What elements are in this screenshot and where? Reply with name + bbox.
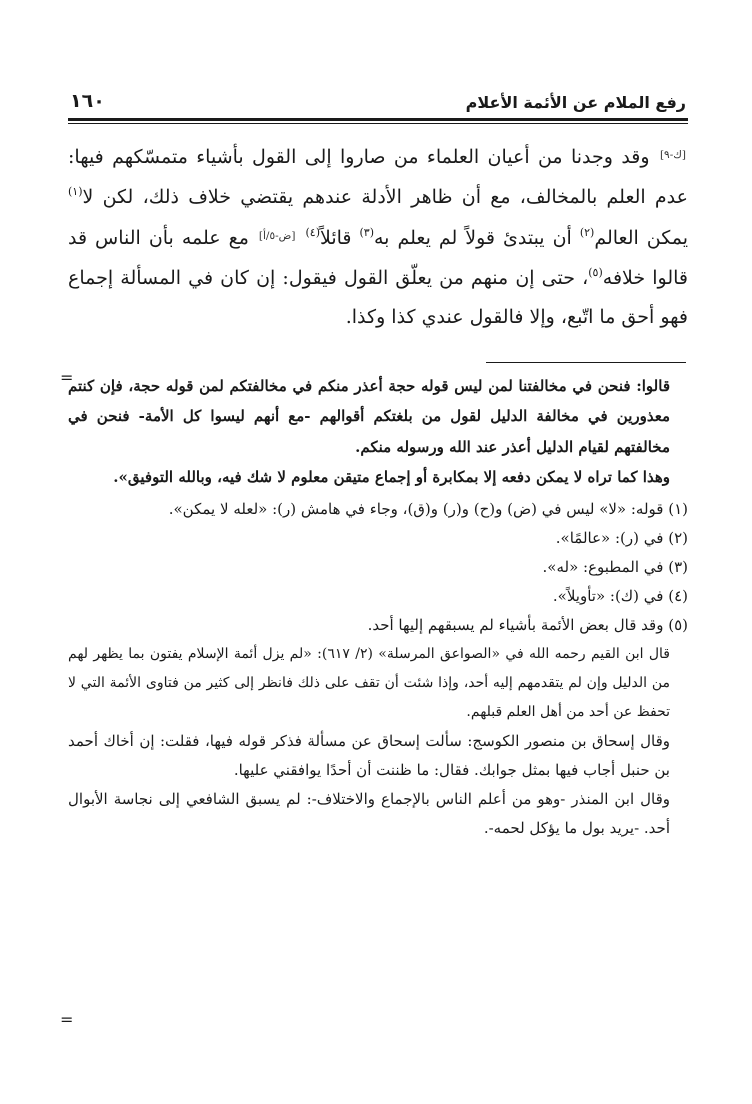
main-text-segment: أن يبتدئ قولاً لم يعلم به — [374, 227, 580, 249]
footnotes-separator — [486, 362, 686, 363]
footnote-3: (٣) في المطبوع: «له». — [542, 557, 688, 576]
footnote-4: (٤) في (ك): «تأويلاً». — [552, 586, 688, 605]
footnote-5-paragraph: قال ابن القيم رحمه الله في «الصواعق المرسلة» (٢/ ٦١٧): «لم يزل أئمة الإسلام يفتون بما يظهر لهم من الدليل وإن لم يتقدمهم إليه أحد، وإذا شئت أن تقف على ذلك فانظر إلى كثير من فتاوى الأئمة التي لا تحفظ عن أحد من أهل العلم قبلهم. — [68, 645, 670, 720]
footnote-5-paragraph: وقال ابن المنذر -وهو من أعلم الناس بالإجماع والاختلاف-: لم يسبق الشافعي إلى نجاسة الأبوال أحد. -يريد بول ما يؤكل لحمه-. — [68, 789, 670, 837]
main-text — [68, 136, 688, 338]
footnote-ref-2: (٢) — [579, 226, 595, 239]
footnote-ref-4: (٤) — [305, 226, 320, 239]
main-text-segment: ، حتى إن منهم من يعلّق القول فيقول: إن كان في المسألة إجماع فهو أحق ما اتّبع، وإلا فالقول عندي كذا وكذا. — [68, 266, 688, 328]
manuscript-marker: [ك-٩] — [659, 149, 686, 161]
continuation-paragraph: وهذا كما تراه لا يمكن دفعه إلا بمكابرة أو إجماع متيقن معلوم لا شك فيه، وبالله التوفيق». — [113, 468, 670, 486]
continuation-mark: = — [60, 367, 74, 387]
footnote-1: (١) قوله: «لا» ليس في (ض) و(ح) و(ر) و(ق)، وجاء في هامش (ر): «لعله لا يمكن». — [168, 499, 688, 518]
manuscript-marker: [ض-٥/أ] — [258, 230, 296, 242]
footnote-5-paragraph: وقال إسحاق بن منصور الكوسج: سألت إسحاق عن مسألة فذكر قوله فيها، فقلت: إن أخاك أحمد بن حنبل أجاب فيها بمثل جوابك. فقال: ما ظننت أن أحدًا يوافقني عليها. — [68, 731, 670, 779]
header-rule-thin — [68, 123, 688, 124]
running-header — [68, 82, 688, 112]
footnotes — [68, 495, 688, 843]
footnote-ref-3: (٣) — [359, 226, 374, 239]
main-text-segment: وقد وجدنا من أعيان العلماء من صاروا إلى القول بأشياء متمسّكهم فيها: عدم العلم بالمخالف، مع أن ظاهر الأدلة عندهم يقتضي خلاف ذلك، لكن لا — [68, 146, 688, 208]
book-page — [60, 82, 689, 843]
footnote-ref-1: (١) — [68, 184, 83, 198]
continuation-paragraph: قالوا: فنحن في مخالفتنا لمن ليس قوله حجة أعذر منكم في مخالفتكم لمن قوله حجة، فإن كنتم معذورين في مخالفة الدليل لقول من بلغتكم أقوالهم -مع أنهم ليسوا كل الأمة- فنحن في مخالفتهم لقيام الدليل أعذر عند الله ورسوله منكم. — [68, 376, 670, 456]
footnote-2: (٢) في (ر): «عالمًا». — [555, 528, 688, 547]
continued-mark: = — [60, 1010, 74, 1029]
footnote-continuation — [60, 367, 688, 493]
main-text-segment: مع علمه بأن الناس قد قالوا خلافه — [68, 227, 688, 289]
footnote-ref-5: (٥) — [588, 265, 603, 279]
main-text-segment: يمكن العالم — [594, 227, 689, 249]
main-text-segment: قائلاً — [319, 227, 360, 249]
footnote-5: (٥) وقد قال بعض الأئمة بأشياء لم يسبقهم إليها أحد. — [367, 615, 688, 634]
running-title: رفع الملام عن الأئمة الأعلام — [465, 93, 686, 112]
header-rule-thick — [68, 118, 688, 121]
page-number: ١٦٠ — [70, 90, 105, 112]
